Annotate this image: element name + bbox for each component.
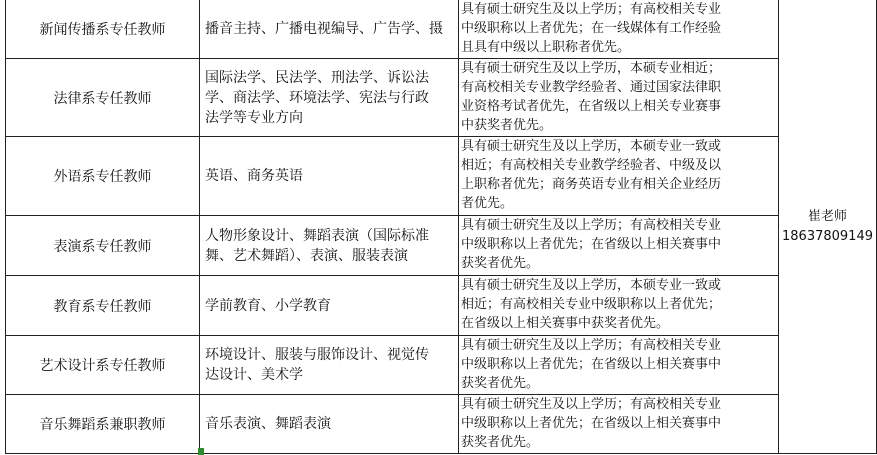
table-row xyxy=(6,137,877,216)
table-row xyxy=(6,395,877,454)
requirement-line: 具有硕士研究生及以上学历；有高校相关专业 xyxy=(461,218,722,233)
major-cell xyxy=(200,336,459,395)
requirement-line: 中获奖者优先。 xyxy=(461,118,553,133)
cell-selection-marker xyxy=(198,448,204,455)
major-line: 国际法学、民法学、刑法学、诉讼法 xyxy=(205,69,429,86)
position-cell: 表演系专任教师 xyxy=(6,216,200,276)
table-row xyxy=(6,276,877,336)
major-line: 达设计、美术学 xyxy=(205,367,303,383)
requirement-line: 具有硕士研究生及以上学历，本硕专业相近； xyxy=(461,61,722,76)
major-line: 舞、艺术舞蹈）、表演、服装表演 xyxy=(205,247,408,264)
requirement-line: 具有硕士研究生及以上学历，本硕专业一致或 xyxy=(461,278,722,293)
requirement-line: 在省级以上相关赛事中获奖者优先。 xyxy=(461,316,670,331)
position-cell: 外语系专任教师 xyxy=(6,137,200,216)
requirements-cell xyxy=(459,216,779,276)
major-line: 学前教育、小学教育 xyxy=(205,297,331,314)
major-line: 环境设计、服装与服饰设计、视觉传 xyxy=(205,347,429,363)
requirement-line: 上职称者优先；商务英语专业有相关企业经历 xyxy=(461,177,722,192)
position-cell: 法律系专任教师 xyxy=(6,59,200,137)
major-line: 人物形象设计、舞蹈表演（国际标准 xyxy=(205,227,429,244)
requirement-line: 且具有中级以上职称者优先。 xyxy=(461,40,631,55)
requirement-line: 有高校相关专业教学经验者、通过国家法律职 xyxy=(461,80,722,95)
position-cell: 新闻传播系专任教师 xyxy=(6,0,200,59)
requirement-line: 获奖者优先。 xyxy=(461,435,540,450)
major-cell xyxy=(200,276,459,336)
requirement-line: 具有硕士研究生及以上学历；有高校相关专业 xyxy=(461,2,722,17)
position-cell: 艺术设计系专任教师 xyxy=(6,336,200,395)
major-cell xyxy=(200,395,459,454)
requirement-line: 具有硕士研究生及以上学历，本硕专业一致或 xyxy=(461,139,722,154)
major-line: 英语、商务英语 xyxy=(205,168,303,184)
requirement-line: 具有硕士研究生及以上学历；有高校相关专业 xyxy=(461,397,722,412)
requirements-cell xyxy=(459,276,779,336)
major-line: 学、商法学、环境法学、宪法与行政 xyxy=(205,89,429,106)
requirements-cell xyxy=(459,336,779,395)
requirement-line: 业资格考试者优先，在省级以上相关专业赛事 xyxy=(461,99,722,114)
contact-name: 崔老师 xyxy=(807,208,847,224)
contact-phone: 18637809149 xyxy=(782,228,873,244)
table-row xyxy=(6,0,877,59)
requirements-cell xyxy=(459,395,779,454)
major-cell xyxy=(200,0,459,59)
major-cell xyxy=(200,216,459,276)
contact-cell xyxy=(779,0,877,454)
requirement-line: 获奖者优先。 xyxy=(461,376,540,391)
requirements-cell xyxy=(459,59,779,137)
major-line: 法学等专业方向 xyxy=(205,109,303,126)
requirement-line: 具有硕士研究生及以上学历；有高校相关专业 xyxy=(461,338,722,353)
requirement-line: 者优先。 xyxy=(461,196,514,211)
requirement-line: 相近；有高校相关专业教学经验者、中级及以 xyxy=(461,158,722,173)
major-cell xyxy=(200,59,459,137)
requirements-cell xyxy=(459,137,779,216)
requirement-line: 相近；有高校相关专业中级职称以上者优先； xyxy=(461,297,722,312)
requirement-line: 中级职称以上者优先；在省级以上相关赛事中 xyxy=(461,416,722,431)
major-line: 播音主持、广播电视编导、广告学、摄 xyxy=(205,21,443,37)
position-cell: 音乐舞蹈系兼职教师 xyxy=(6,395,200,454)
requirement-line: 获奖者优先。 xyxy=(461,256,540,271)
recruitment-table xyxy=(5,0,877,454)
major-line: 音乐表演、舞蹈表演 xyxy=(205,416,331,432)
requirement-line: 中级职称以上者优先；在省级以上相关赛事中 xyxy=(461,237,722,252)
requirements-cell xyxy=(459,0,779,59)
table-row xyxy=(6,216,877,276)
major-cell xyxy=(200,137,459,216)
requirement-line: 中级职称以上者优先；在一线媒体有工作经验 xyxy=(461,21,722,36)
position-cell: 教育系专任教师 xyxy=(6,276,200,336)
table-row xyxy=(6,59,877,137)
requirement-line: 中级职称以上者优先；在省级以上相关赛事中 xyxy=(461,357,722,372)
table-row xyxy=(6,336,877,395)
